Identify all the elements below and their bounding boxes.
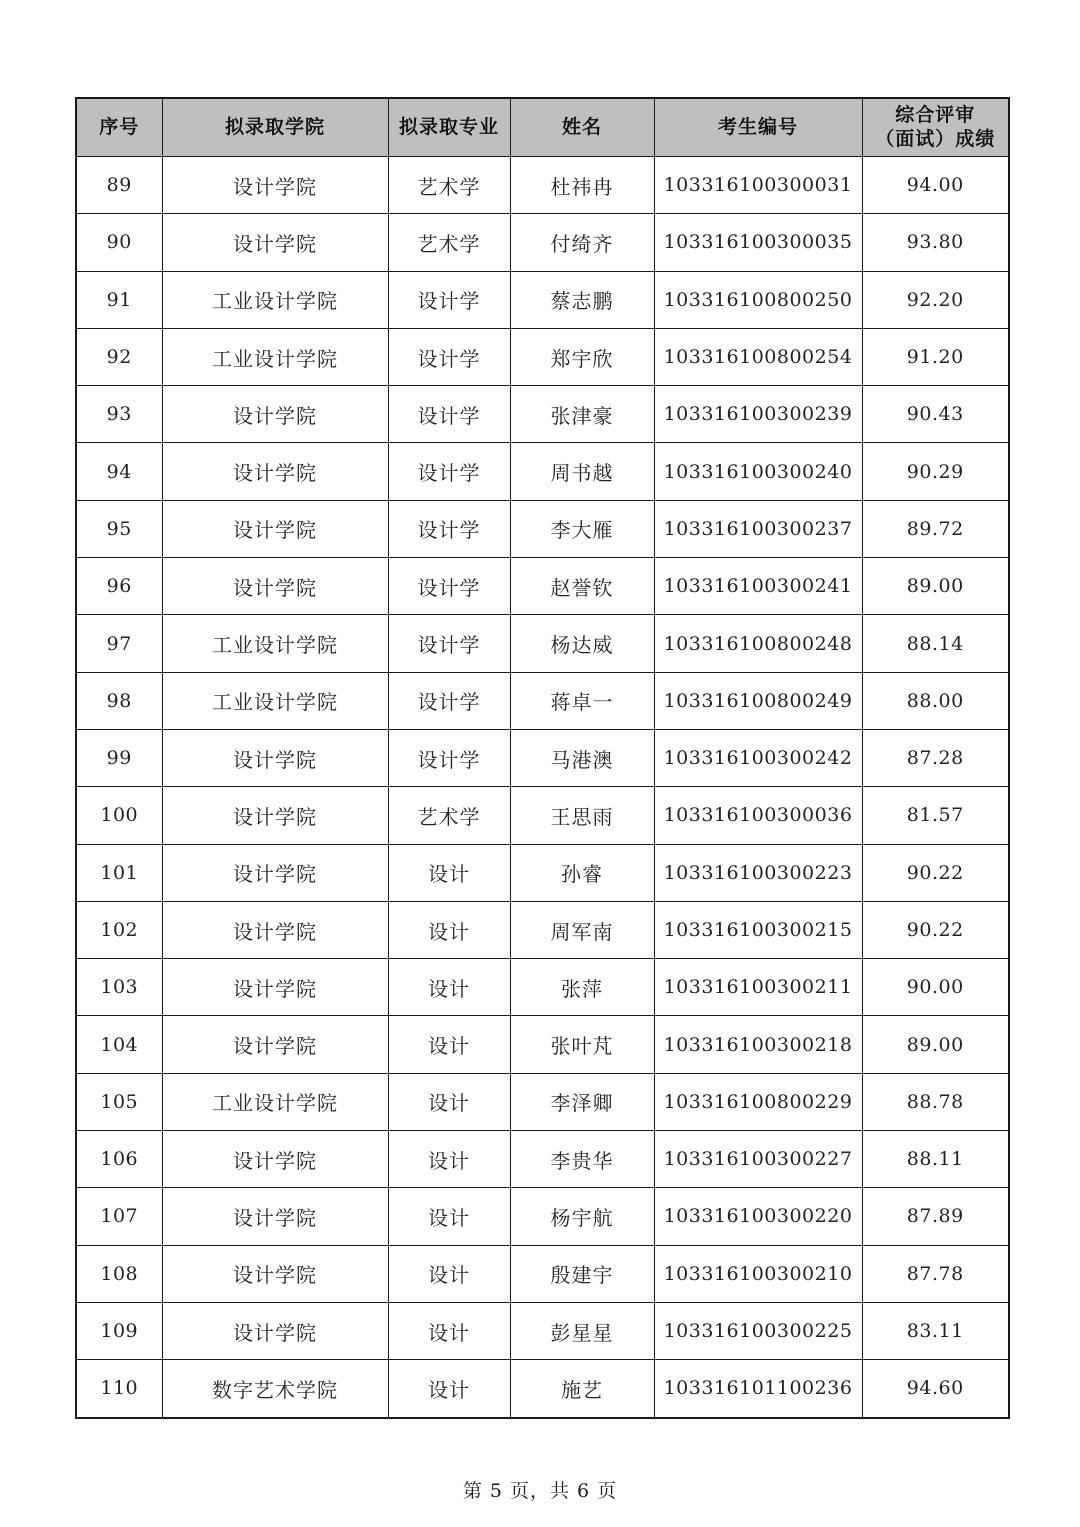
header-candidate-id: 考生编号 [654,98,862,157]
cell-college: 设计学院 [162,1188,388,1245]
cell-college: 设计学院 [162,901,388,958]
cell-major: 设计 [388,844,510,901]
cell-score: 87.28 [862,729,1009,786]
header-score-line1: 综合评审 [895,103,976,126]
table-row [76,328,1009,385]
cell-major: 设计学 [388,386,510,443]
cell-score: 88.11 [862,1131,1009,1188]
cell-candidate-id: 103316100300036 [654,787,862,844]
cell-candidate-id: 103316100800254 [654,328,862,385]
cell-score: 90.22 [862,844,1009,901]
cell-candidate-id: 103316100800229 [654,1073,862,1130]
cell-candidate-id: 103316100300241 [654,558,862,615]
cell-name: 蔡志鹏 [510,271,654,328]
cell-seq: 96 [76,558,162,615]
table-row [76,1188,1009,1245]
table-row [76,787,1009,844]
cell-candidate-id: 103316101100236 [654,1360,862,1418]
cell-score: 89.00 [862,558,1009,615]
cell-college: 工业设计学院 [162,1073,388,1130]
cell-candidate-id: 103316100300240 [654,443,862,500]
header-major: 拟录取专业 [388,98,510,157]
cell-score: 93.80 [862,214,1009,271]
cell-major: 设计 [388,1360,510,1418]
table-row [76,214,1009,271]
cell-college: 设计学院 [162,1302,388,1359]
cell-seq: 103 [76,959,162,1016]
table-row [76,500,1009,557]
header-score [862,98,1009,157]
cell-major: 设计 [388,1188,510,1245]
table-row [76,1245,1009,1302]
cell-candidate-id: 103316100300220 [654,1188,862,1245]
cell-name: 李泽卿 [510,1073,654,1130]
cell-college: 设计学院 [162,1016,388,1073]
cell-name: 张叶芃 [510,1016,654,1073]
cell-college: 设计学院 [162,500,388,557]
page-number-footer: 第 5 页，共 6 页 [462,1480,618,1502]
cell-major: 设计 [388,1131,510,1188]
cell-name: 李大雁 [510,500,654,557]
cell-seq: 105 [76,1073,162,1130]
cell-name: 郑宇欣 [510,328,654,385]
cell-score: 89.00 [862,1016,1009,1073]
table-row [76,959,1009,1016]
cell-seq: 95 [76,500,162,557]
cell-candidate-id: 103316100300211 [654,959,862,1016]
cell-major: 设计学 [388,271,510,328]
header-name: 姓名 [510,98,654,157]
cell-name: 施艺 [510,1360,654,1418]
cell-name: 张津豪 [510,386,654,443]
cell-major: 设计学 [388,729,510,786]
table-row [76,157,1009,214]
cell-candidate-id: 103316100800249 [654,672,862,729]
table-row [76,558,1009,615]
cell-college: 设计学院 [162,787,388,844]
table-row [76,386,1009,443]
cell-major: 设计学 [388,328,510,385]
cell-score: 88.78 [862,1073,1009,1130]
cell-major: 艺术学 [388,787,510,844]
cell-college: 设计学院 [162,1245,388,1302]
cell-college: 设计学院 [162,558,388,615]
cell-score: 91.20 [862,328,1009,385]
cell-seq: 102 [76,901,162,958]
cell-college: 设计学院 [162,443,388,500]
cell-score: 92.20 [862,271,1009,328]
cell-name: 张萍 [510,959,654,1016]
cell-seq: 98 [76,672,162,729]
cell-score: 90.22 [862,901,1009,958]
cell-name: 王思雨 [510,787,654,844]
cell-college: 设计学院 [162,844,388,901]
cell-name: 彭星星 [510,1302,654,1359]
cell-score: 83.11 [862,1302,1009,1359]
header-row [76,98,1009,157]
cell-major: 设计 [388,959,510,1016]
admission-results-table [75,97,1010,1419]
cell-seq: 89 [76,157,162,214]
table-row [76,1073,1009,1130]
cell-score: 90.00 [862,959,1009,1016]
cell-major: 艺术学 [388,157,510,214]
cell-major: 艺术学 [388,214,510,271]
table-row [76,615,1009,672]
cell-name: 杨宇航 [510,1188,654,1245]
table-row [76,1360,1009,1418]
cell-name: 周军南 [510,901,654,958]
cell-candidate-id: 103316100300237 [654,500,862,557]
cell-major: 设计 [388,1073,510,1130]
cell-score: 94.00 [862,157,1009,214]
cell-name: 杨达威 [510,615,654,672]
cell-college: 设计学院 [162,1131,388,1188]
cell-major: 设计学 [388,615,510,672]
cell-candidate-id: 103316100800250 [654,271,862,328]
cell-score: 94.60 [862,1360,1009,1418]
cell-seq: 104 [76,1016,162,1073]
cell-candidate-id: 103316100300242 [654,729,862,786]
cell-candidate-id: 103316100300218 [654,1016,862,1073]
cell-candidate-id: 103316100300223 [654,844,862,901]
table-row [76,443,1009,500]
cell-college: 设计学院 [162,214,388,271]
cell-name: 付绮齐 [510,214,654,271]
cell-score: 81.57 [862,787,1009,844]
cell-score: 90.43 [862,386,1009,443]
table-row [76,1016,1009,1073]
cell-major: 设计学 [388,672,510,729]
cell-name: 马港澳 [510,729,654,786]
cell-name: 李贵华 [510,1131,654,1188]
cell-college: 设计学院 [162,959,388,1016]
cell-seq: 108 [76,1245,162,1302]
cell-seq: 101 [76,844,162,901]
cell-college: 工业设计学院 [162,328,388,385]
cell-score: 87.78 [862,1245,1009,1302]
cell-seq: 92 [76,328,162,385]
cell-seq: 93 [76,386,162,443]
cell-candidate-id: 103316100300215 [654,901,862,958]
cell-major: 设计学 [388,500,510,557]
cell-seq: 94 [76,443,162,500]
cell-college: 设计学院 [162,729,388,786]
table-row [76,1302,1009,1359]
cell-seq: 106 [76,1131,162,1188]
cell-seq: 107 [76,1188,162,1245]
cell-candidate-id: 103316100300239 [654,386,862,443]
table-body [76,157,1009,1418]
cell-name: 杜祎冉 [510,157,654,214]
cell-seq: 91 [76,271,162,328]
cell-seq: 110 [76,1360,162,1418]
cell-name: 赵誉钦 [510,558,654,615]
header-seq: 序号 [76,98,162,157]
table-row [76,844,1009,901]
cell-seq: 90 [76,214,162,271]
cell-major: 设计学 [388,558,510,615]
cell-college: 工业设计学院 [162,271,388,328]
cell-candidate-id: 103316100300225 [654,1302,862,1359]
table-row [76,729,1009,786]
cell-major: 设计 [388,1245,510,1302]
table-row [76,672,1009,729]
cell-college: 设计学院 [162,386,388,443]
cell-major: 设计 [388,901,510,958]
cell-college: 数字艺术学院 [162,1360,388,1418]
header-college: 拟录取学院 [162,98,388,157]
cell-name: 孙睿 [510,844,654,901]
header-score-line2: （面试）成绩 [875,127,996,150]
cell-seq: 109 [76,1302,162,1359]
table-header [76,98,1009,157]
cell-score: 90.29 [862,443,1009,500]
cell-score: 88.00 [862,672,1009,729]
cell-college: 设计学院 [162,157,388,214]
cell-score: 87.89 [862,1188,1009,1245]
cell-major: 设计 [388,1302,510,1359]
table-row [76,901,1009,958]
cell-candidate-id: 103316100300035 [654,214,862,271]
cell-seq: 99 [76,729,162,786]
cell-name: 殷建宇 [510,1245,654,1302]
cell-college: 工业设计学院 [162,672,388,729]
cell-candidate-id: 103316100300210 [654,1245,862,1302]
table-row [76,1131,1009,1188]
cell-name: 周书越 [510,443,654,500]
cell-candidate-id: 103316100300031 [654,157,862,214]
cell-name: 蒋卓一 [510,672,654,729]
cell-seq: 97 [76,615,162,672]
cell-college: 工业设计学院 [162,615,388,672]
cell-candidate-id: 103316100800248 [654,615,862,672]
cell-score: 88.14 [862,615,1009,672]
cell-seq: 100 [76,787,162,844]
cell-major: 设计学 [388,443,510,500]
cell-score: 89.72 [862,500,1009,557]
table-row [76,271,1009,328]
cell-major: 设计 [388,1016,510,1073]
cell-candidate-id: 103316100300227 [654,1131,862,1188]
